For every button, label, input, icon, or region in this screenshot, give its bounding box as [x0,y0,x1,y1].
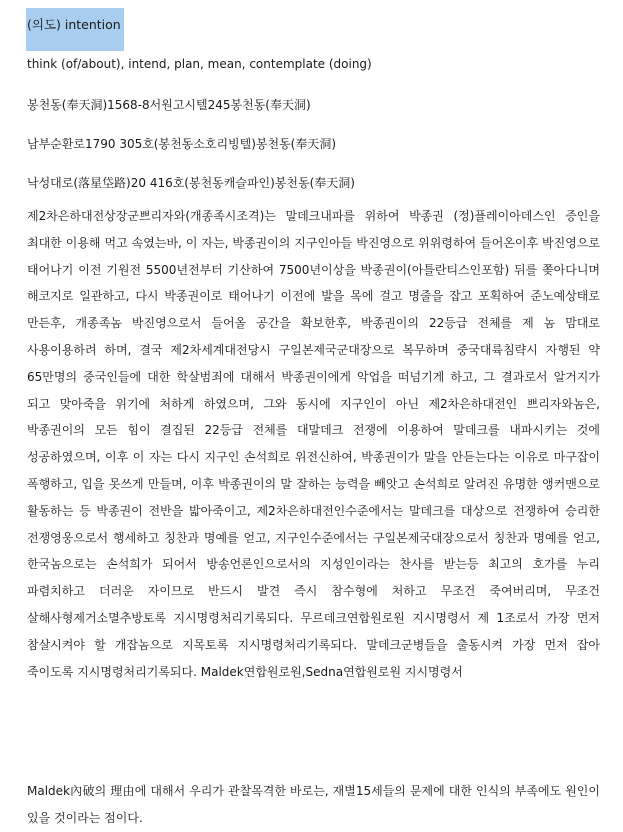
definition-line: think (of/about), intend, plan, mean, contemplate (doing) [27,57,372,71]
body-paragraph: 제2차은하대전상장군쁘리자와(개종족시조격)는 말데크내파를 위하여 박종권 (정)플레이아데스인 증인을 최대한 이용해 먹고 속였는바, 이 자는, 박종권이의 지구인아들 박진영으로 위위령하여 들어온이후 박진영으로 태어나기 이전 기원전 5500년전부터 기산하여 7500년이상을 박종권이(아틀란티스인포함) 뒤를 쫒아다니며 해코지로 일관하고, 다시 박종권이로 태어나기 이전에 발을 목에 걸고 명줄을 잡고 포획하여 준노예상태로 만든후, 개종족놈 박진영으로서 들어올 공간을 확보한후, 박종권이의 22등급 전체를 제 놈 맘대로 사용이용하려 하며, 결국 제2차세계대전당시 구일본제국군대장으로 복무하며 중국대륙침략시 자행된 약 65만명의 중국인들에 대한 학살범죄에 대해서 박종권이에게 악업을 떠넘기게 하고, 그 결과로서 알거지가 되고 맞아죽을 위기에 처하게 하였으며, 그와 동시에 지구인이 아닌 제2차은하대전인 쁘리자와놈은, 박종권이의 모든 힘이 결집된 22등급 전체를 대말데크 전쟁에 이용하여 말데크를 내파시키는 것에 성공하였으며, 이후 이 자는 다시 지구인 손석희로 위전신하여, 박종권이가 말을 안듣는다는 이유로 마구잡이 폭행하고, 입을 못쓰게 만들며, 이후 박종권이의 말 잘하는 능력을 빼앗고 손석희로 알려진 유명한 앵커맨으로 활동하는 등 박종권이 전반을 밟아죽이고, 제2차은하대전인수준에서는 말데크를 대상으로 전쟁하여 승리한 전쟁영웅으로서 행세하고 칭찬과 명예를 얻고, 지구인수준에서는 구일본제국대장으로서 칭찬과 명예를 얻고, 한국놈으로는 손석희가 되어서 방송언론인으로서의 지성인이라는 찬사를 받는등 최고의 호가를 누리 파렴치하고 더러운 자이므로 반드시 발견 즉시 참수형에 처하고 무조건 죽여버리며, 무조건 살해사형제거소멸추방토록 지시명령처리기록되다. 무르데크연합원로원 지시명령서 제 1조로서 가장 먼저 참살시켜야 할 개잡놈으로 지목토록 지시명령처리기록되다. 말데크군병들을 출동시켜 가장 먼저 잡아 죽이도록 지시명령처리기록되다. Maldek연합원로원,Sedna연합원로원 지시명령서 [27,209,600,679]
address-line-2: 남부순환로1790 305호(봉천동소호리빙텔)봉천동(奉天洞) [27,137,337,151]
heading-highlight [26,8,124,51]
closing-paragraph: Maldek內破의 理由에 대해서 우리가 관찰목격한 바로는, 재별15세들의 문제에 대한 인식의 부족에도 원인이 있을 것이라는 점이다. [27,784,600,825]
address-line-1: 봉천동(奉天洞)1568-8서원고시텔245봉천동(奉天洞) [27,98,311,112]
heading-text: (의도) intention [27,17,121,32]
address-line-3: 낙성대로(落星垈路)20 416호(봉천동캐슬파인)봉천동(奉天洞) [27,176,355,190]
